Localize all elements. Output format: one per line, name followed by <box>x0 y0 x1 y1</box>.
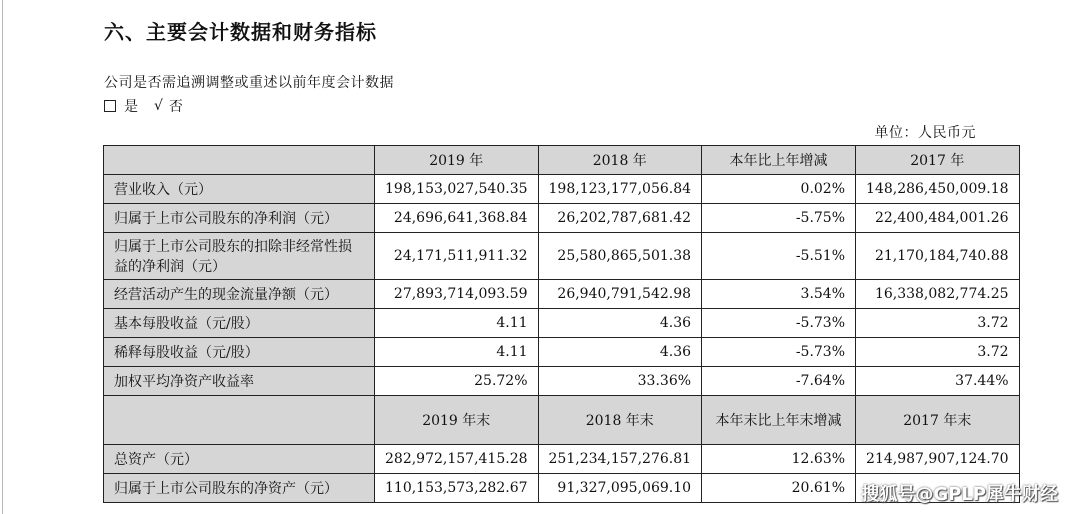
value-2019: 4.11 <box>375 338 539 367</box>
header-cell: 2018 年 <box>538 146 702 175</box>
value-2019: 25.72% <box>375 367 539 396</box>
section-title: 六、主要会计数据和财务指标 <box>104 20 377 44</box>
currency-unit-label: 单位：人民币元 <box>874 125 976 141</box>
financial-indicators-table <box>103 145 1020 503</box>
row-label: 经营活动产生的现金流量净额（元） <box>104 280 375 309</box>
table-row <box>104 445 1020 474</box>
check-mark-icon: √ <box>154 98 163 114</box>
header-cell: 2019 年 <box>375 146 539 175</box>
header-cell: 2017 年末 <box>856 396 1020 445</box>
restatement-options <box>104 96 183 116</box>
change-value: 3.54% <box>702 280 856 309</box>
table-row <box>104 338 1020 367</box>
header-cell: 2017 年 <box>856 146 1020 175</box>
header-cell <box>104 146 375 175</box>
table-row <box>104 309 1020 338</box>
value-2018: 198,123,177,056.84 <box>538 175 702 204</box>
row-label: 归属于上市公司股东的净资产（元） <box>104 474 375 503</box>
table-row <box>104 280 1020 309</box>
change-value: -5.75% <box>702 204 856 233</box>
row-label: 稀释每股收益（元/股） <box>104 338 375 367</box>
value-2018: 33.36% <box>538 367 702 396</box>
table-row <box>104 204 1020 233</box>
row-label: 总资产（元） <box>104 445 375 474</box>
value-2017: 3.72 <box>856 338 1020 367</box>
change-value: 12.63% <box>702 445 856 474</box>
change-value: 20.61% <box>702 474 856 503</box>
table-row <box>104 175 1020 204</box>
header-cell <box>104 396 375 445</box>
value-2017: 22,400,484,001.26 <box>856 204 1020 233</box>
row-label: 归属于上市公司股东的净利润（元） <box>104 204 375 233</box>
value-2018: 26,940,791,542.98 <box>538 280 702 309</box>
value-2019: 4.11 <box>375 309 539 338</box>
value-2019: 27,893,714,093.59 <box>375 280 539 309</box>
value-2017: 16,338,082,774.25 <box>856 280 1020 309</box>
table-header-row <box>104 396 1020 445</box>
value-2019: 24,171,511,911.32 <box>375 233 539 280</box>
value-2017: 37.44% <box>856 367 1020 396</box>
value-2018: 4.36 <box>538 309 702 338</box>
header-cell: 2018 年末 <box>538 396 702 445</box>
value-2018: 251,234,157,276.81 <box>538 445 702 474</box>
value-2017: 3.72 <box>856 309 1020 338</box>
header-cell: 本年末比上年末增减 <box>702 396 856 445</box>
value-2019: 198,153,027,540.35 <box>375 175 539 204</box>
table-row <box>104 233 1020 280</box>
value-2017: 21,170,184,740.88 <box>856 233 1020 280</box>
value-2017: 214,987,907,124.70 <box>856 445 1020 474</box>
restatement-question: 公司是否需追溯调整或重述以前年度会计数据 <box>104 75 394 91</box>
header-cell: 2019 年末 <box>375 396 539 445</box>
row-label: 加权平均净资产收益率 <box>104 367 375 396</box>
no-option-label: 否 <box>168 99 183 115</box>
change-value: -5.51% <box>702 233 856 280</box>
value-2019: 282,972,157,415.28 <box>375 445 539 474</box>
value-2019: 110,153,573,282.67 <box>375 474 539 503</box>
table-header-row <box>104 146 1020 175</box>
value-2018: 26,202,787,681.42 <box>538 204 702 233</box>
change-value: 0.02% <box>702 175 856 204</box>
value-2018: 25,580,865,501.38 <box>538 233 702 280</box>
change-value: -5.73% <box>702 338 856 367</box>
value-2018: 91,327,095,069.10 <box>538 474 702 503</box>
yes-option-label: 是 <box>124 99 138 115</box>
value-2018: 4.36 <box>538 338 702 367</box>
value-2017: 148,286,450,009.18 <box>856 175 1020 204</box>
row-label: 归属于上市公司股东的扣除非经常性损益的净利润（元） <box>104 233 375 280</box>
change-value: -5.73% <box>702 309 856 338</box>
table-row <box>104 367 1020 396</box>
change-value: -7.64% <box>702 367 856 396</box>
yes-checkbox[interactable] <box>104 100 116 112</box>
row-label: 营业收入（元） <box>104 175 375 204</box>
page-left-border <box>2 0 3 514</box>
row-label: 基本每股收益（元/股） <box>104 309 375 338</box>
value-2019: 24,696,641,368.84 <box>375 204 539 233</box>
watermark-text: 搜狐号@GPLP犀牛财经 <box>861 484 1058 505</box>
header-cell: 本年比上年增减 <box>702 146 856 175</box>
